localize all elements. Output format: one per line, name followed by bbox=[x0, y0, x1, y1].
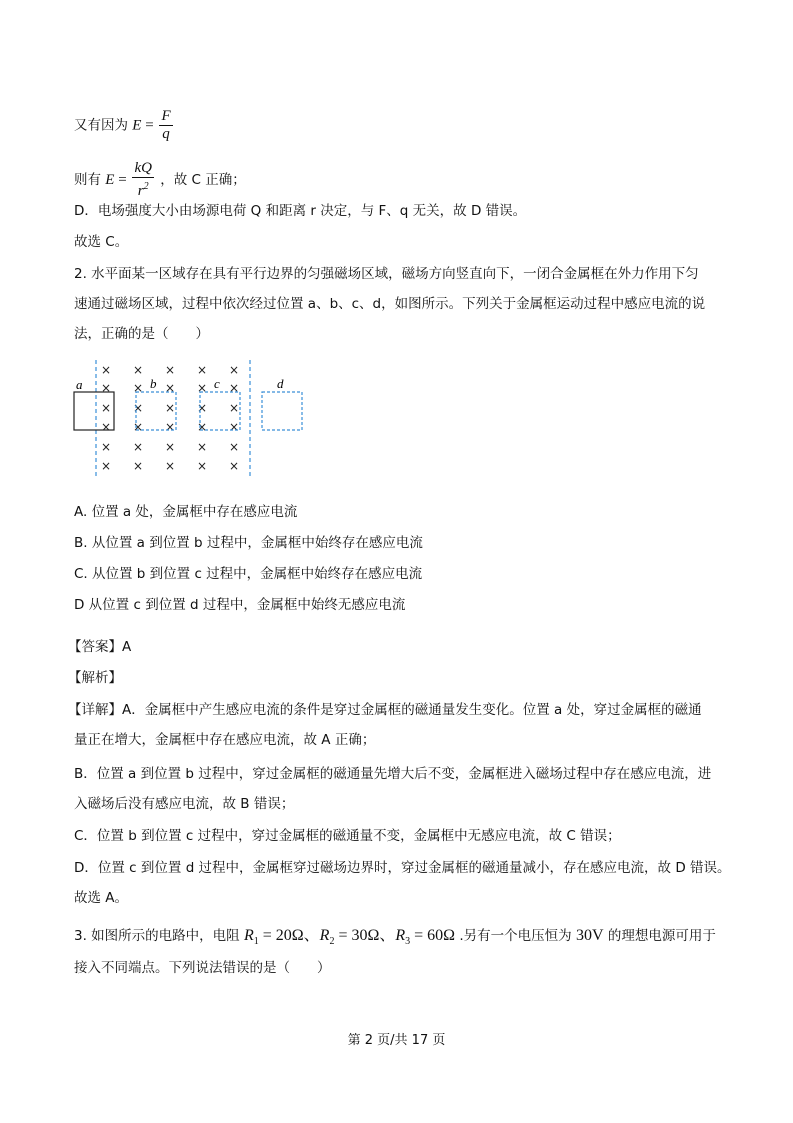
field-x-mark: × bbox=[228, 459, 240, 473]
field-x-mark: × bbox=[228, 363, 240, 377]
q2-option-c: C. 从位置 b 到位置 c 过程中，金属框中始终存在感应电流 bbox=[74, 566, 423, 582]
field-x-mark: × bbox=[132, 420, 144, 434]
q2-analysis-heading: 【解析】 bbox=[68, 670, 122, 686]
field-x-mark: × bbox=[100, 420, 112, 434]
field-x-mark: × bbox=[132, 459, 144, 473]
field-x-mark: × bbox=[196, 440, 208, 454]
formula-line-2 bbox=[74, 160, 246, 200]
magnetic-field-figure bbox=[70, 358, 310, 480]
fraction-f-over-q: $\frac{F}{q}$ bbox=[161, 108, 171, 142]
field-x-mark: × bbox=[100, 363, 112, 377]
field-x-mark: × bbox=[132, 363, 144, 377]
field-x-mark: × bbox=[132, 401, 144, 415]
q3-stem-prefix: 3. 如图所示的电路中，电阻 bbox=[74, 928, 240, 944]
field-x-mark: × bbox=[196, 401, 208, 415]
option-d-conclusion: D．电场强度大小由场源电荷 Q 和距离 r 决定，与 F、q 无关，故 D 错误。 bbox=[74, 203, 527, 219]
q2-detail-line-3: B．位置 a 到位置 b 过程中，穿过金属框的磁通量先增大后不变，金属框进入磁场过程中存在感应电流，进 bbox=[74, 766, 712, 782]
field-x-mark: × bbox=[164, 440, 176, 454]
q2-detail-line-5: C．位置 b 到位置 c 过程中，穿过金属框的磁通量不变，金属框中无感应电流，故 C 错误； bbox=[74, 828, 621, 844]
field-x-mark: × bbox=[164, 459, 176, 473]
q2-option-b: B. 从位置 a 到位置 b 过程中，金属框中始终存在感应电流 bbox=[74, 535, 423, 551]
formula-prefix: 又有因为 bbox=[74, 117, 128, 134]
label-b: b bbox=[150, 376, 157, 391]
field-x-mark: × bbox=[228, 381, 240, 395]
formula-e-f-q: E = bbox=[132, 117, 158, 134]
q2-choose: 故选 A。 bbox=[74, 890, 129, 906]
q2-stem-line-1: 2. 水平面某一区域存在具有平行边界的匀强磁场区域，磁场方向竖直向下，一闭合金属框在外力作用下匀 bbox=[74, 266, 699, 282]
q2-option-d: D 从位置 c 到位置 d 过程中，金属框中始终无感应电流 bbox=[74, 597, 406, 613]
field-x-mark: × bbox=[228, 440, 240, 454]
field-x-mark: × bbox=[100, 459, 112, 473]
field-x-mark: × bbox=[164, 401, 176, 415]
fraction-kq-over-r2: $\frac{kQ}{r^2}$ bbox=[134, 160, 152, 199]
label-d: d bbox=[277, 376, 284, 391]
field-x-mark: × bbox=[132, 440, 144, 454]
q2-stem-line-2: 速通过磁场区域，过程中依次经过位置 a、b、c、d，如图所示。下列关于金属框运动过程中感应电流的说 bbox=[74, 296, 706, 312]
field-x-mark: × bbox=[196, 363, 208, 377]
formula-suffix: ，故 C 正确； bbox=[160, 172, 246, 188]
page-footer: 第 2 页/共 17 页 bbox=[347, 1033, 446, 1048]
field-x-mark: × bbox=[100, 401, 112, 415]
label-a: a bbox=[76, 377, 83, 392]
formula-line-1 bbox=[74, 108, 175, 143]
field-x-mark: × bbox=[164, 381, 176, 395]
q2-answer: 【答案】A bbox=[68, 639, 132, 655]
prev-choose: 故选 C。 bbox=[74, 234, 129, 250]
q3-stem-suffix: 的理想电源可用于 bbox=[607, 928, 716, 944]
label-c: c bbox=[214, 376, 220, 391]
field-x-mark: × bbox=[164, 420, 176, 434]
q3-stem-line-2: 接入不同端点。下列说法错误的是（ ） bbox=[74, 960, 331, 976]
field-x-mark: × bbox=[196, 459, 208, 473]
field-x-mark: × bbox=[100, 381, 112, 395]
frame-d bbox=[262, 392, 302, 430]
field-x-mark: × bbox=[196, 381, 208, 395]
q3-stem-mid: .另有一个电压恒为 bbox=[459, 928, 572, 944]
q3-voltage: 30V bbox=[575, 927, 604, 944]
q2-detail-line-6: D．位置 c 到位置 d 过程中，金属框穿过磁场边界时，穿过金属框的磁通量减小，存在感应电流，故 D 错误。 bbox=[74, 860, 731, 876]
formula-prefix: 则有 bbox=[74, 172, 101, 188]
formula-e-kq-r2: E = bbox=[105, 172, 131, 188]
q2-option-a: A. 位置 a 处，金属框中存在感应电流 bbox=[74, 504, 298, 520]
q3-resistor-values: $R_1 = 20\Omega$、$R_2 = 30\Omega$、$R_3 = 60\Omega$ bbox=[243, 927, 456, 948]
field-x-mark: × bbox=[228, 420, 240, 434]
q2-stem-line-3: 法，正确的是（ ） bbox=[74, 326, 209, 342]
q3-stem-line-1 bbox=[74, 926, 716, 952]
field-x-mark: × bbox=[196, 420, 208, 434]
q2-detail-line-4: 入磁场后没有感应电流，故 B 错误； bbox=[74, 796, 295, 812]
q2-detail-line-2: 量正在增大，金属框中存在感应电流，故 A 正确； bbox=[74, 732, 376, 748]
field-x-mark: × bbox=[100, 440, 112, 454]
field-x-mark: × bbox=[132, 381, 144, 395]
field-x-mark: × bbox=[228, 401, 240, 415]
field-x-mark: × bbox=[164, 363, 176, 377]
q2-detail-line-1: 【详解】A．金属框中产生感应电流的条件是穿过金属框的磁通量发生变化。位置 a 处，穿过金属框的磁通 bbox=[68, 702, 702, 718]
